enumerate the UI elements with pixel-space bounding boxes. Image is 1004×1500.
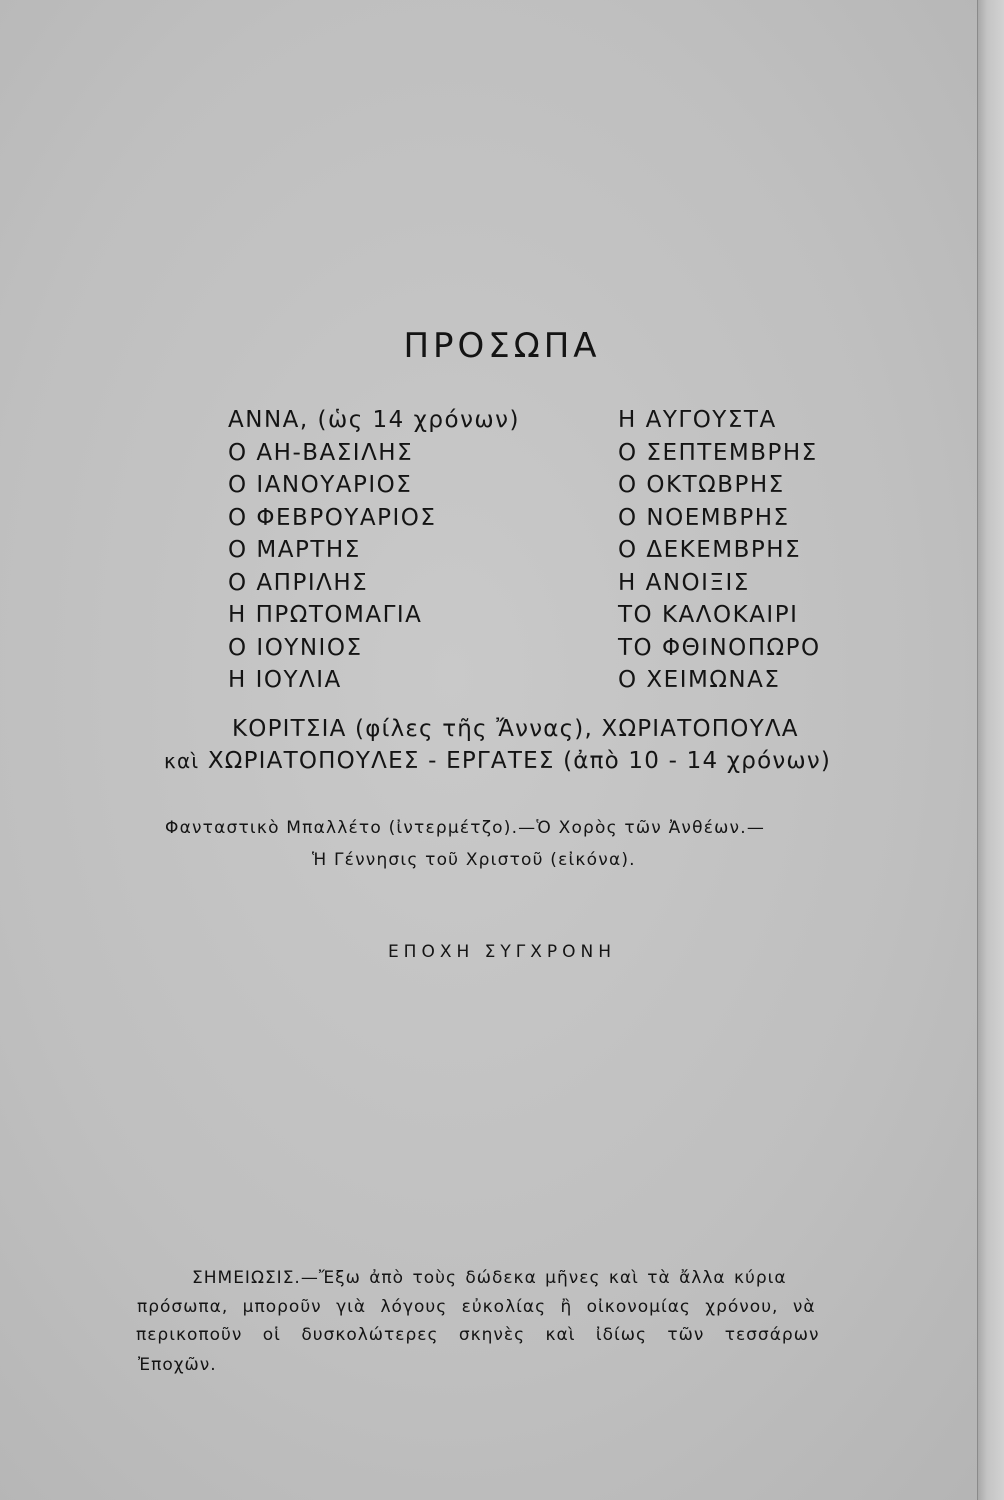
page-edge: [977, 0, 1004, 1500]
era-heading: ΕΠΟΧΗ ΣΥΓΧΡΟΝΗ: [387, 942, 617, 962]
character-name: Η ΠΡΩΤΟΜΑΓΙΑ: [228, 602, 423, 628]
note-line: Ἐποχῶν.: [138, 1355, 217, 1375]
character-name: ΤΟ ΦΘΙΝΟΠΩΡΟ: [618, 634, 821, 661]
character-name: Ο ΙΑΝΟΥΑΡΙΟΣ: [228, 472, 413, 498]
character-name: Ο ΟΚΤΩΒΡΗΣ: [618, 472, 785, 498]
character-name: Ο ΑΠΡΙΛΗΣ: [228, 569, 369, 596]
character-name: Η ΑΥΓΟΥΣΤΑ: [618, 407, 777, 433]
extras-line-2: [164, 748, 864, 774]
extras-line-1: ΚΟΡΙΤΣΙΑ (φίλες τῆς Ἄννας), ΧΩΡΙΑΤΟΠΟΥΛΑ: [232, 716, 799, 742]
character-name: Ο ΣΕΠΤΕΜΒΡΗΣ: [618, 439, 818, 466]
character-name: Ο ΙΟΥΝΙΟΣ: [228, 634, 363, 661]
character-name: Η ΙΟΥΛΙΑ: [228, 667, 342, 693]
character-name: Ο ΜΑΡΤΗΣ: [228, 537, 361, 563]
characters-left-column: [228, 404, 520, 697]
character-name: ΤΟ ΚΑΛΟΚΑΙΡΙ: [618, 602, 799, 628]
ballet-line-1: Φανταστικὸ Μπαλλέτο (ἰντερμέτζο).—Ὁ Χορὸς τῶν Ἀνθέων.—: [165, 818, 766, 838]
character-name: Ο ΑΗ-ΒΑΣΙΛΗΣ: [228, 439, 414, 466]
character-name: Ο ΦΕΒΡΟΥΑΡΙΟΣ: [228, 504, 437, 531]
character-name: ΑΝΝΑ, (ὡς 14 χρόνων): [228, 407, 521, 433]
extras-workers: ΧΩΡΙΑΤΟΠΟΥΛΕΣ - ΕΡΓΑΤΕΣ (ἀπὸ 10 - 14 χρόνων): [199, 748, 832, 774]
characters-right-column: [618, 404, 821, 697]
ballet-line-2: Ἡ Γέννησις τοῦ Χριστοῦ (εἰκόνα).: [312, 850, 636, 870]
character-name: Ο ΧΕΙΜΩΝΑΣ: [618, 667, 781, 693]
note-line: ΣΗΜΕΙΩΣΙΣ.—Ἔξω ἀπὸ τοὺς δώδεκα μῆνες καὶ τὰ ἄλλα κύρια: [192, 1268, 787, 1288]
character-name: Ο ΝΟΕΜΒΡΗΣ: [618, 504, 790, 531]
character-name: Ο ΔΕΚΕΜΒΡΗΣ: [618, 537, 802, 563]
note-line: πρόσωπα, μποροῦν γιὰ λόγους εὐκολίας ἢ οἰκονομίας χρόνου, νὰ: [137, 1297, 816, 1317]
note-line: περικοποῦν οἱ δυσκολώτερες σκηνὲς καὶ ἰδίως τῶν τεσσάρων: [136, 1325, 820, 1345]
character-name: Η ΑΝΟΙΞΙΣ: [618, 569, 750, 596]
page-title: ΠΡΟΣΩΠΑ: [403, 326, 601, 366]
extras-conjunction: καὶ: [164, 749, 200, 773]
